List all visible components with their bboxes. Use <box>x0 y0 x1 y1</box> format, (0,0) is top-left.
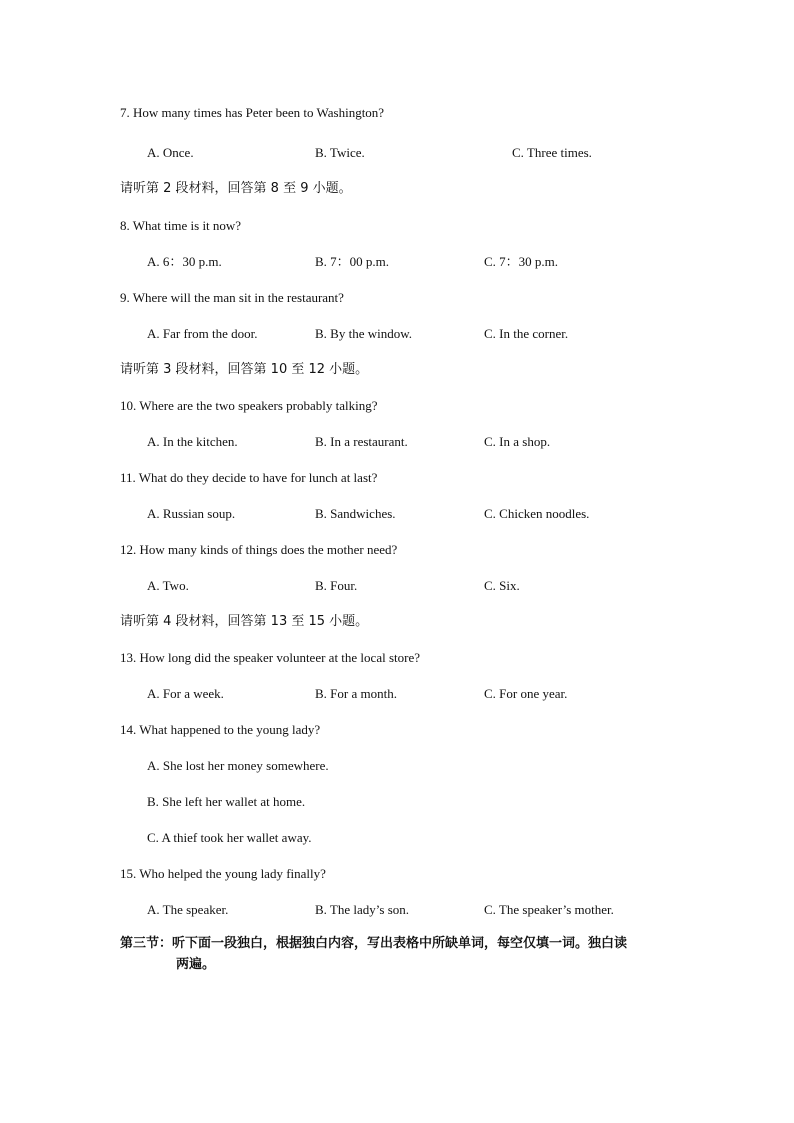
q13-option-a: A. For a week. <box>147 686 224 701</box>
section-instruction-2: 请听第 2 段材料，回答第 8 至 9 小题。 <box>120 181 352 196</box>
section-instruction-4: 请听第 4 段材料，回答第 13 至 15 小题。 <box>120 614 369 629</box>
part3-instruction-line2: 两遍。 <box>176 957 216 972</box>
question-11: 11. What do they decide to have for lunch at last? <box>120 470 378 485</box>
q9-option-a: A. Far from the door. <box>147 326 258 341</box>
q8-option-c: C. 7：30 p.m. <box>484 254 559 269</box>
part3-instruction-line1: 第三节：听下面一段独白，根据独白内容，写出表格中所缺单词，每空仅填一词。独白读 <box>120 936 628 951</box>
q10-option-c: C. In a shop. <box>484 434 551 449</box>
q10-option-a: A. In the kitchen. <box>147 434 238 449</box>
q8-option-b: B. 7：00 p.m. <box>315 254 390 269</box>
q7-option-b: B. Twice. <box>315 145 365 160</box>
question-9: 9. Where will the man sit in the restaurant? <box>120 290 344 305</box>
q15-option-a: A. The speaker. <box>147 902 229 917</box>
question-8: 8. What time is it now? <box>120 218 242 233</box>
question-12: 12. How many kinds of things does the mother need? <box>120 542 398 557</box>
q12-option-a: A. Two. <box>147 578 189 593</box>
q8-option-a: A. 6：30 p.m. <box>147 254 222 269</box>
q14-option-c: C. A thief took her wallet away. <box>147 830 312 845</box>
q10-option-b: B. In a restaurant. <box>315 434 408 449</box>
question-10: 10. Where are the two speakers probably talking? <box>120 398 378 413</box>
q12-option-b: B. Four. <box>315 578 358 593</box>
q15-option-b: B. The lady’s son. <box>315 902 410 917</box>
q11-option-b: B. Sandwiches. <box>315 506 396 521</box>
q13-option-b: B. For a month. <box>315 686 397 701</box>
section-instruction-3: 请听第 3 段材料，回答第 10 至 12 小题。 <box>120 362 369 377</box>
q11-option-a: A. Russian soup. <box>147 506 236 521</box>
q9-option-b: B. By the window. <box>315 326 413 341</box>
question-13: 13. How long did the speaker volunteer at the local store? <box>120 650 420 665</box>
q14-option-b: B. She left her wallet at home. <box>147 794 306 809</box>
question-7: 7. How many times has Peter been to Washington? <box>120 105 385 120</box>
q7-option-c: C. Three times. <box>512 145 592 160</box>
q12-option-c: C. Six. <box>484 578 520 593</box>
question-15: 15. Who helped the young lady finally? <box>120 866 326 881</box>
q7-option-a: A. Once. <box>147 145 194 160</box>
q13-option-c: C. For one year. <box>484 686 568 701</box>
q9-option-c: C. In the corner. <box>484 326 569 341</box>
question-14: 14. What happened to the young lady? <box>120 722 321 737</box>
q14-option-a: A. She lost her money somewhere. <box>147 758 329 773</box>
q11-option-c: C. Chicken noodles. <box>484 506 590 521</box>
q15-option-c: C. The speaker’s mother. <box>484 902 614 917</box>
